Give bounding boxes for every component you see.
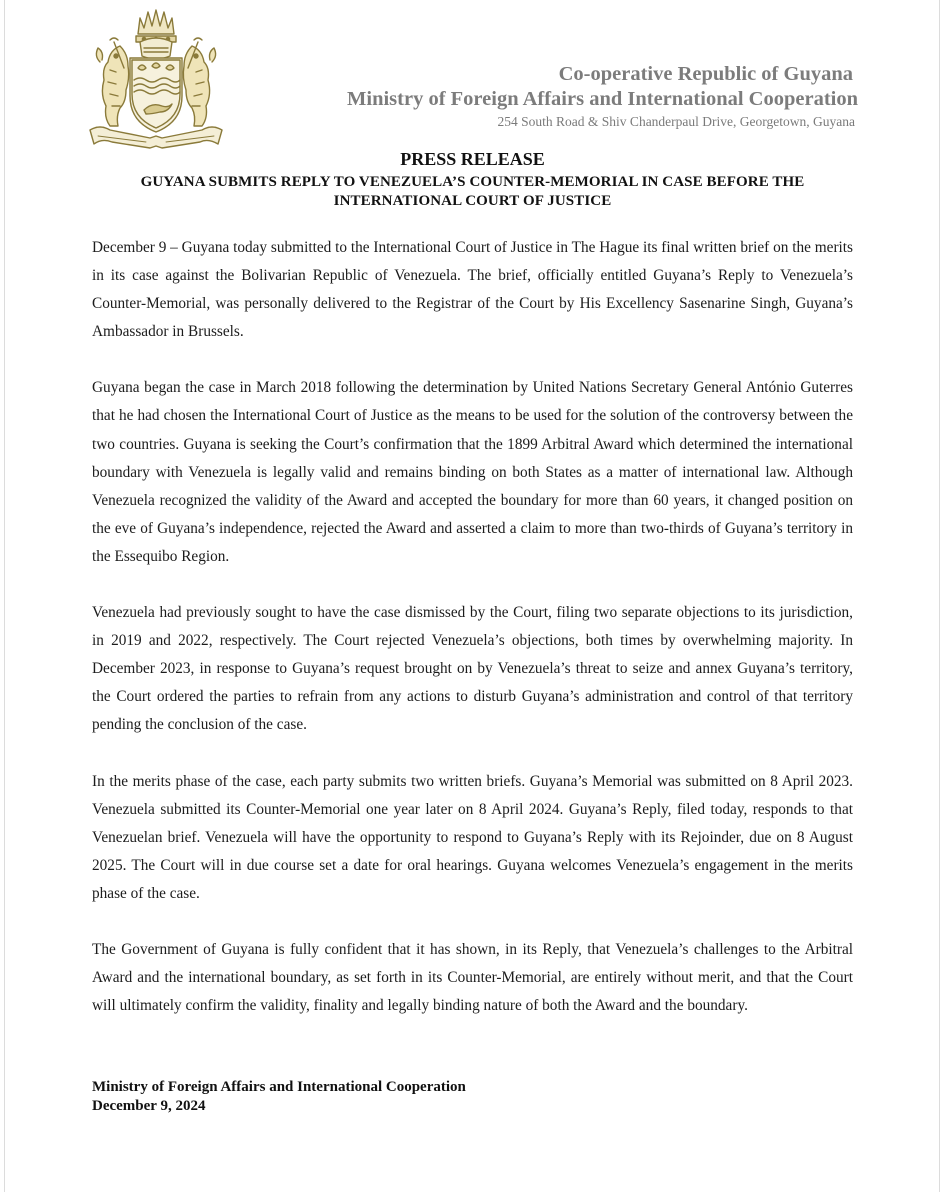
paragraph-3: Venezuela had previously sought to have the case dismissed by the Court, filing two separate objections to its jurisdiction, in 2019 and 2022, respectively. The Court rejected Venezuela’s objections, both times by overwhelming majority. In December 2023, in response to Guyana’s request brought on by Venezuela’s threat to seize and annex Guyana’s territory, the Court ordered the parties to refrain from any actions to disturb Guyana’s administration and control of that territory pending the conclusion of the case. xyxy=(92,604,853,734)
press-release-label: PRESS RELEASE xyxy=(400,149,545,169)
signoff-date: December 9, 2024 xyxy=(92,1098,206,1114)
headline-line-2: INTERNATIONAL COURT OF JUSTICE xyxy=(333,193,612,209)
press-release-body xyxy=(92,234,853,1048)
letterhead-ministry: Ministry of Foreign Affairs and International Cooperation xyxy=(347,88,858,110)
paragraph-5: The Government of Guyana is fully confident that it has shown, in its Reply, that Venezuela’s challenges to the Arbitral Award and the international boundary, as set forth in its Counter-Memorial, are entirely without merit, and that the Court will ultimately confirm the validity, finality and legally binding nature of both the Award and the boundary. xyxy=(92,940,853,1015)
paragraph-4: In the merits phase of the case, each party submits two written briefs. Guyana’s Memorial was submitted on 8 April 2023. Venezuela submitted its Counter-Memorial one year later on 8 April 2024. Guyana’s Reply, filed today, responds to that Venezuelan brief. Venezuela will have the opportunity to respond to Guyana’s Reply with its Rejoinder, due on 8 August 2025. The Court will in due course set a date for oral hearings. Guyana welcomes Venezuela’s engagement in the merits phase of the case. xyxy=(92,772,853,902)
paragraph-2: Guyana began the case in March 2018 following the determination by United Nations Secretary General António Guterres that he had chosen the International Court of Justice as the means to be used for the solution of the controversy between the two countries. Guyana is seeking the Court’s confirmation that the 1899 Arbitral Award which determined the international boundary with Venezuela is legally valid and remains binding on both States as a matter of international law. Although Venezuela recognized the validity of the Award and accepted the boundary for more than 60 years, it changed position on the eve of Guyana’s independence, rejected the Award and asserted a claim to more than two-thirds of Guyana’s territory in the Essequibo Region. xyxy=(92,379,853,565)
coat-of-arms-icon xyxy=(80,6,228,152)
letterhead-country: Co-operative Republic of Guyana xyxy=(558,63,853,85)
headline-line-1: GUYANA SUBMITS REPLY TO VENEZUELA’S COUNTER-MEMORIAL IN CASE BEFORE THE xyxy=(140,174,805,190)
paragraph-1: December 9 – Guyana today submitted to the International Court of Justice in The Hague its final written brief on the merits in its case against the Bolivarian Republic of Venezuela. The brief, officially entitled Guyana’s Reply to Venezuela’s Counter-Memorial, was personally delivered to the Registrar of the Court by His Excellency Sasenarine Singh, Guyana’s Ambassador in Brussels. xyxy=(92,239,853,341)
letterhead xyxy=(347,62,858,131)
press-release-headline xyxy=(92,173,853,211)
letterhead-address: 254 South Road & Shiv Chanderpaul Drive, Georgetown, Guyana xyxy=(497,114,855,129)
signoff-org: Ministry of Foreign Affairs and International Cooperation xyxy=(92,1079,466,1095)
signoff xyxy=(92,1078,466,1116)
